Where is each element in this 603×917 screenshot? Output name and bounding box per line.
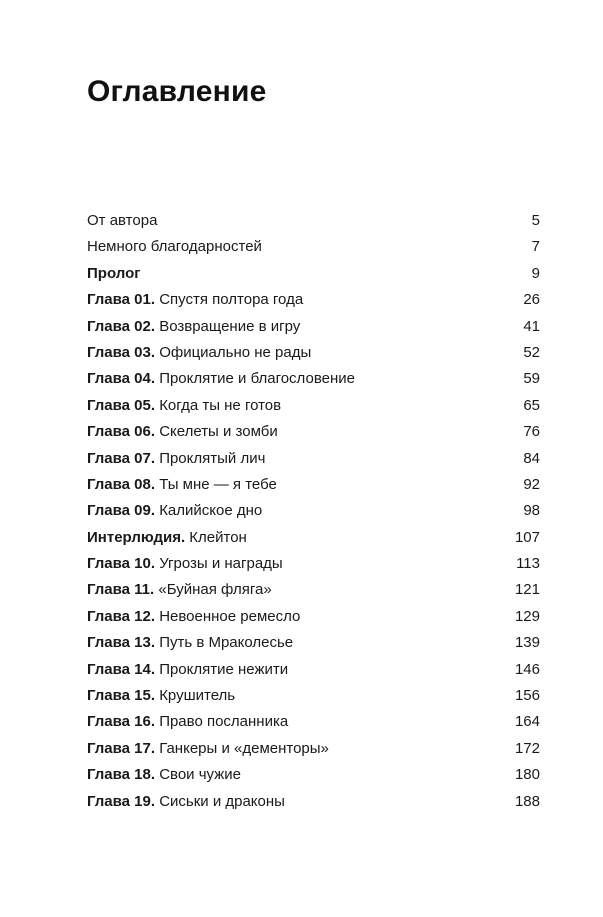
toc-entry-page-number: 41 (523, 317, 540, 335)
toc-entry (87, 419, 540, 445)
toc-entry-prefix: Глава 12. (87, 607, 156, 625)
toc-entry-text (87, 208, 532, 234)
toc-entry-text (87, 393, 523, 419)
toc-entry-page-number: 59 (523, 370, 540, 388)
toc-entry (87, 314, 540, 340)
toc-entry-page-number: 156 (514, 687, 540, 705)
toc-entry (87, 736, 540, 762)
toc-entry-page-number: 76 (523, 423, 540, 441)
toc-entry-prefix: Глава 04. (87, 370, 156, 388)
table-of-contents (87, 208, 540, 815)
toc-entry-prefix: Глава 03. (87, 343, 156, 361)
toc-entry-page-number: 164 (514, 713, 540, 731)
toc-entry-text (87, 234, 532, 260)
toc-entry-title: Проклятие и благословение (159, 370, 355, 388)
toc-entry-prefix: Глава 11. (87, 581, 155, 599)
toc-entry (87, 604, 540, 630)
toc-entry-text (87, 366, 523, 392)
toc-entry-prefix: Глава 18. (87, 766, 156, 784)
toc-entry-page-number: 180 (514, 766, 540, 784)
toc-entry-title: Клейтон (189, 528, 247, 546)
toc-entry-title: Сиськи и драконы (159, 792, 285, 810)
toc-entry (87, 709, 540, 735)
toc-entry-text (87, 261, 532, 287)
toc-entry (87, 287, 540, 313)
toc-entry-prefix: Глава 01. (87, 291, 156, 309)
toc-entry-text (87, 657, 515, 683)
toc-entry-title: Ты мне — я тебе (159, 475, 277, 493)
toc-entry (87, 393, 540, 419)
toc-entry (87, 366, 540, 392)
toc-entry-title: Скелеты и зомби (159, 423, 278, 441)
toc-entry-text (87, 472, 523, 498)
toc-entry (87, 789, 540, 815)
toc-entry-prefix: Интерлюдия. (87, 528, 186, 546)
toc-entry-prefix: Глава 13. (87, 634, 156, 652)
toc-entry-page-number: 9 (531, 264, 540, 282)
toc-entry-title: Крушитель (159, 687, 236, 705)
toc-entry-text (87, 789, 515, 815)
toc-entry-title: Проклятие нежити (159, 660, 289, 678)
toc-entry (87, 472, 540, 498)
toc-entry-title: Немного благодарностей (87, 238, 262, 256)
toc-entry-title: От автора (87, 212, 158, 229)
toc-entry-title: Угрозы и награды (159, 555, 283, 573)
toc-entry-text (87, 498, 523, 524)
toc-entry-title: Официально не рады (159, 343, 312, 361)
toc-entry-title: Проклятый лич (159, 449, 266, 467)
toc-entry (87, 234, 540, 260)
toc-entry-text (87, 419, 523, 445)
toc-entry-title: Калийское дно (159, 502, 263, 520)
toc-entry (87, 208, 540, 234)
toc-entry (87, 657, 540, 683)
toc-entry-text (87, 709, 515, 735)
toc-entry-text (87, 762, 515, 788)
toc-entry-prefix: Глава 15. (87, 687, 156, 705)
toc-entry-prefix: Глава 19. (87, 792, 156, 810)
toc-entry (87, 340, 540, 366)
toc-entry-page-number: 113 (516, 555, 540, 573)
toc-entry-page-number: 92 (523, 475, 540, 493)
toc-entry-text (87, 314, 523, 340)
toc-entry (87, 498, 540, 524)
toc-entry-page-number: 7 (531, 238, 540, 256)
toc-entry (87, 261, 540, 287)
toc-entry-page-number: 107 (514, 528, 540, 546)
toc-entry-title: Свои чужие (159, 766, 241, 784)
toc-entry-title: Спустя полтора года (159, 291, 304, 309)
toc-entry-text (87, 736, 515, 762)
page-title: Оглавление (87, 75, 267, 108)
toc-entry (87, 551, 540, 577)
toc-entry-prefix: Глава 17. (87, 739, 156, 757)
toc-entry-page-number: 5 (531, 212, 540, 229)
toc-entry-page-number: 65 (523, 396, 540, 414)
toc-entry-text (87, 287, 523, 313)
toc-entry (87, 525, 540, 551)
toc-entry-text (87, 683, 515, 709)
toc-entry-page-number: 146 (514, 660, 540, 678)
toc-entry-prefix: Глава 08. (87, 475, 156, 493)
toc-entry (87, 630, 540, 656)
toc-entry-page-number: 139 (514, 634, 540, 652)
toc-entry-page-number: 129 (514, 607, 540, 625)
toc-entry-prefix: Глава 05. (87, 396, 156, 414)
toc-entry-page-number: 121 (514, 581, 540, 599)
toc-entry-prefix: Глава 07. (87, 449, 156, 467)
toc-entry-page-number: 52 (523, 343, 540, 361)
toc-entry-prefix: Глава 02. (87, 317, 156, 335)
toc-entry (87, 446, 540, 472)
toc-entry (87, 683, 540, 709)
toc-entry-prefix: Глава 10. (87, 555, 156, 573)
toc-entry-prefix: Пролог (87, 264, 141, 282)
toc-entry (87, 762, 540, 788)
toc-entry-title: Ганкеры и «дементоры» (159, 739, 329, 757)
toc-entry-title: Возвращение в игру (159, 317, 301, 335)
toc-entry-text (87, 340, 523, 366)
toc-entry-prefix: Глава 14. (87, 660, 156, 678)
toc-entry-text (87, 551, 516, 577)
toc-entry-title: «Буйная фляга» (158, 581, 272, 599)
toc-entry-page-number: 172 (514, 739, 540, 757)
toc-entry-page-number: 26 (523, 291, 540, 309)
toc-entry-text (87, 604, 515, 630)
toc-entry-title: Когда ты не готов (159, 396, 282, 414)
toc-entry-text (87, 577, 515, 603)
toc-entry-title: Путь в Мраколесье (159, 634, 294, 652)
toc-entry-page-number: 188 (514, 792, 540, 810)
toc-entry-page-number: 98 (523, 502, 540, 520)
toc-entry-prefix: Глава 09. (87, 502, 156, 520)
toc-entry-title: Невоенное ремесло (159, 607, 301, 625)
toc-entry-text (87, 446, 523, 472)
toc-entry-prefix: Глава 06. (87, 423, 156, 441)
toc-entry-page-number: 84 (523, 449, 540, 467)
toc-entry (87, 577, 540, 603)
toc-entry-title: Право посланника (159, 713, 289, 731)
toc-entry-text (87, 630, 515, 656)
toc-entry-prefix: Глава 16. (87, 713, 156, 731)
toc-entry-text (87, 525, 515, 551)
